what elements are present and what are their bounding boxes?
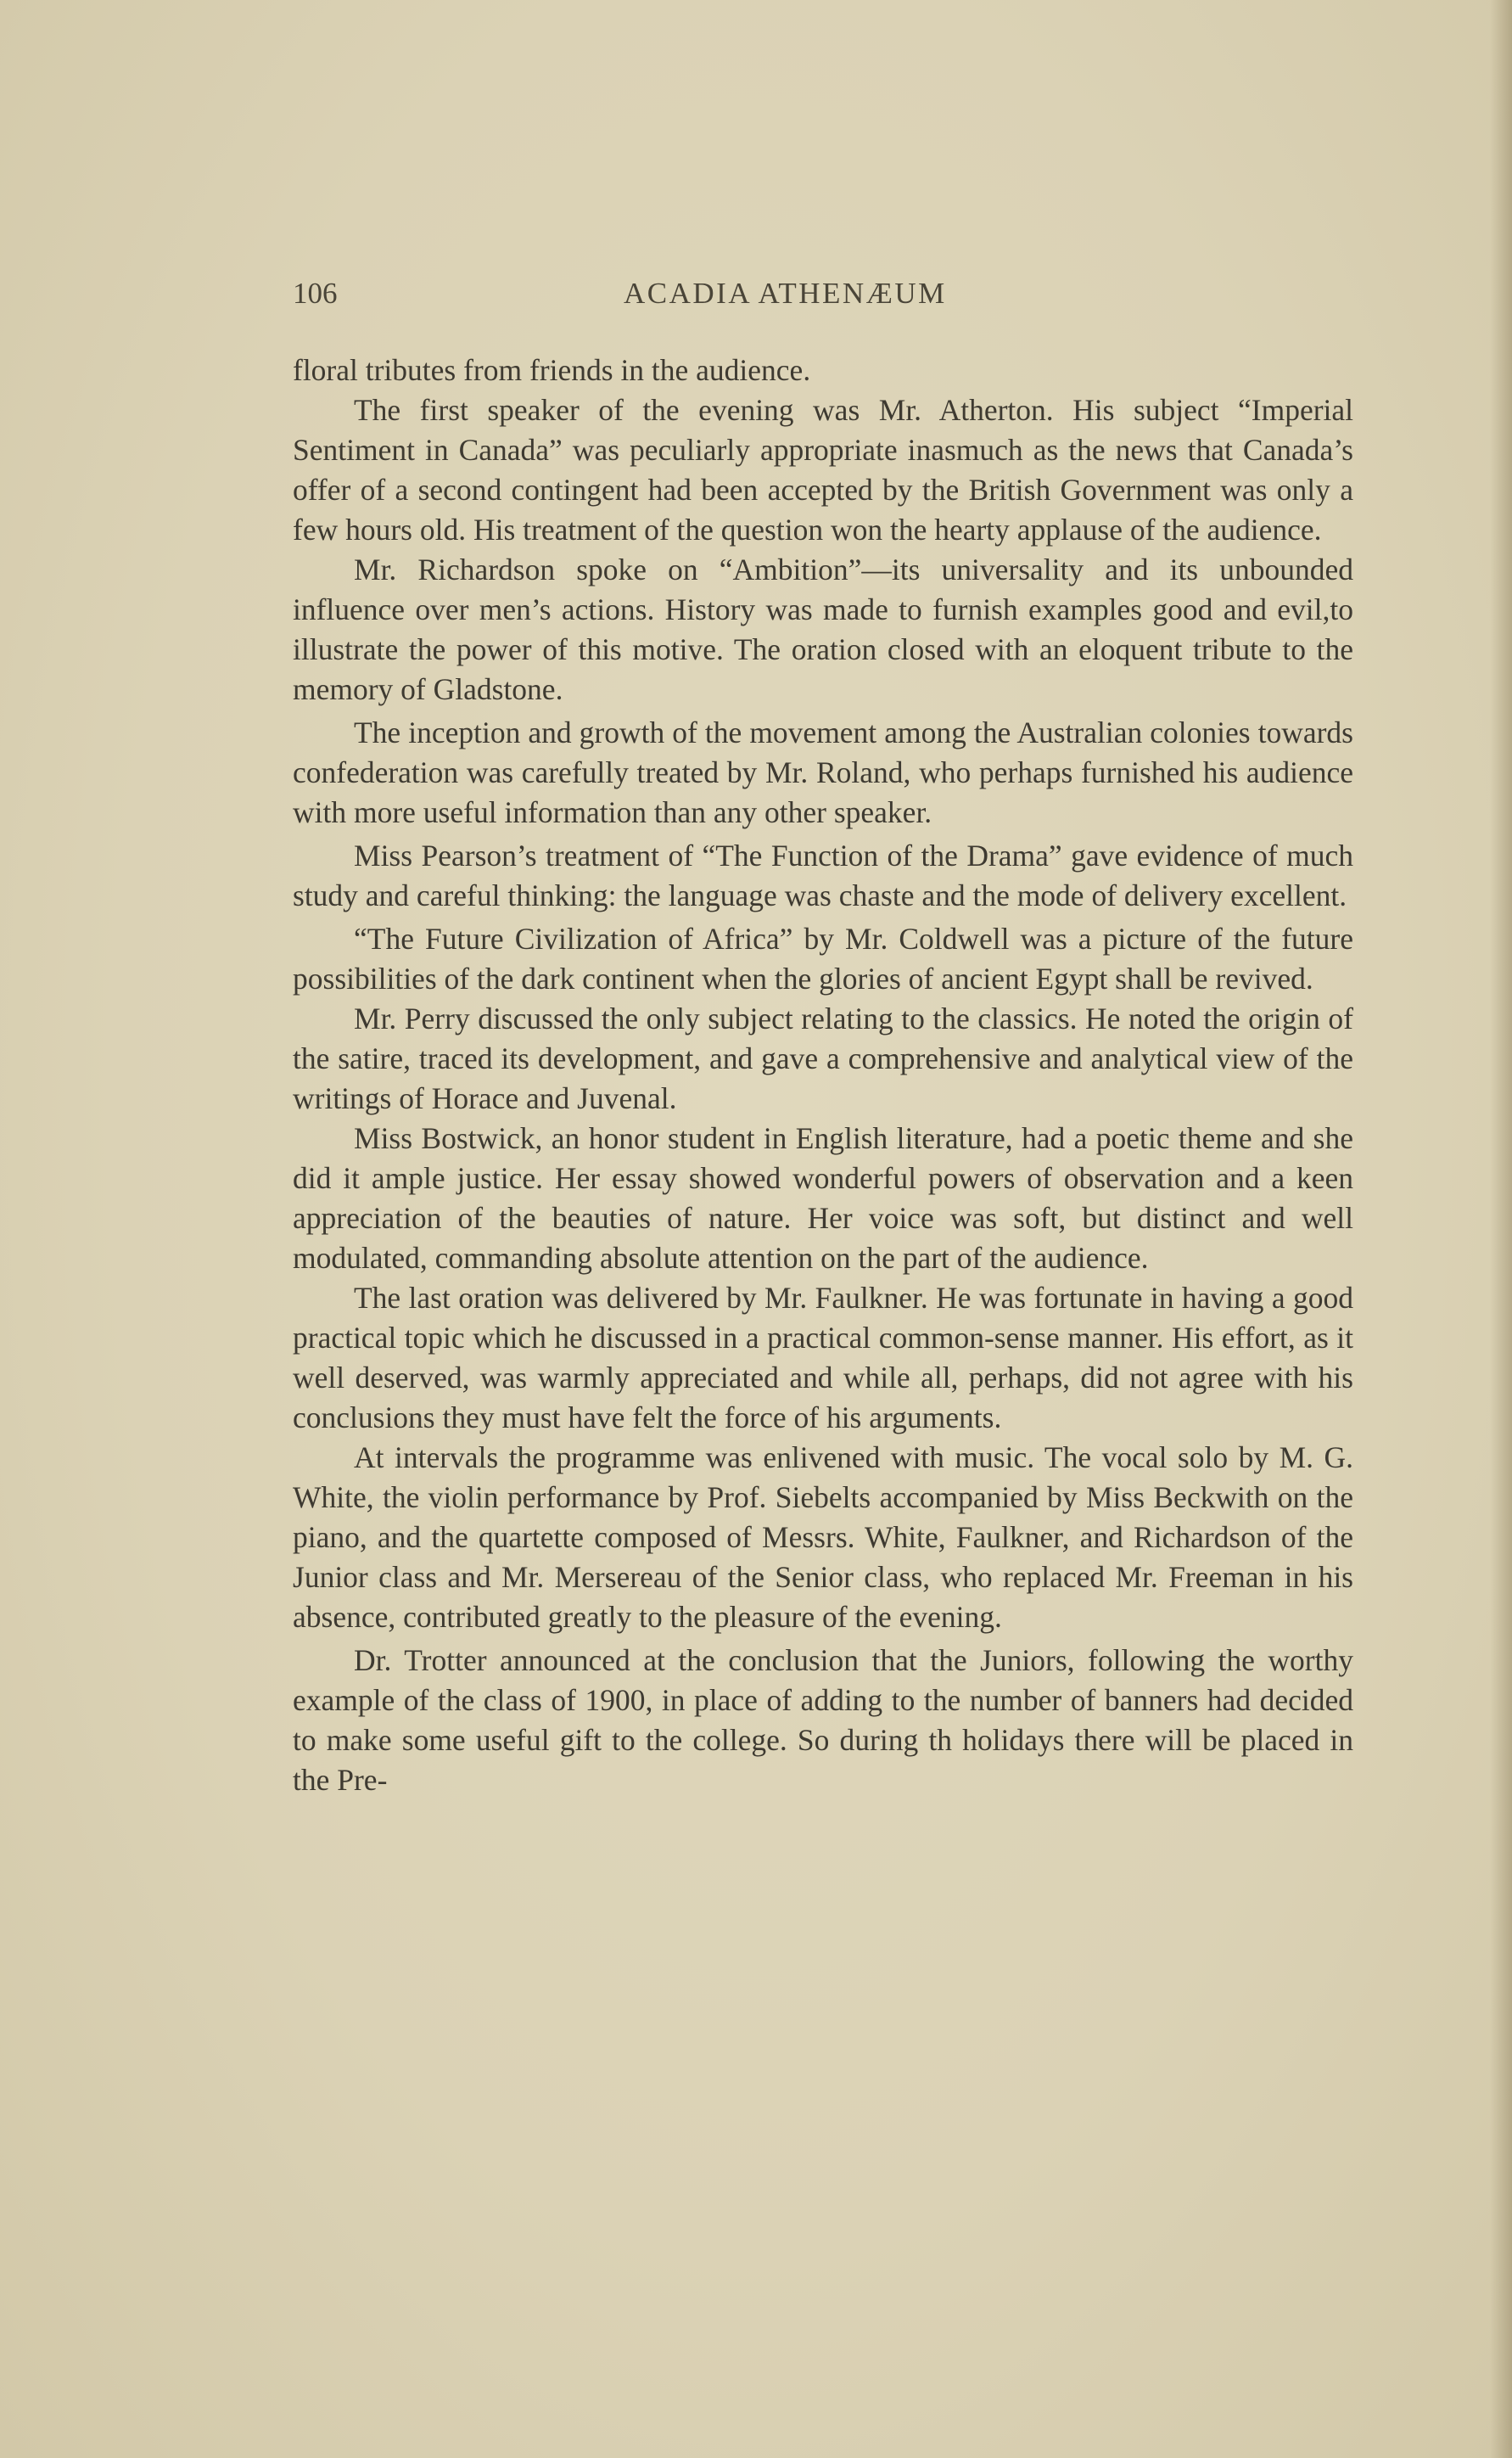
running-title: ACADIA ATHENÆUM [624, 277, 947, 310]
page-header [293, 272, 1366, 323]
page-number: 106 [293, 277, 338, 310]
paragraph-atherton: The first speaker of the evening was Mr. Atherton. His subject “Imperial Sentiment in Canada” was peculiarly appropriate inasmuch as the news that Canada’s offer of a second contingent had been accepted by the British Government was only a few hours old. His treatment of the question won the hearty applause of the audience. [293, 393, 1353, 547]
paragraph-continuation: floral tributes from friends in the audience. [293, 353, 811, 387]
paragraph-bostwick: Miss Bostwick, an honor student in English literature, had a poetic theme and she did it ample justice. Her essay showed wonderful powers of observation and a keen appreciation of the beauties of nature. Her voice was soft, but distinct and well modulated, commanding absolute attention on the part of the audience. [293, 1121, 1353, 1275]
page-edge-shadow [1490, 0, 1512, 2458]
paragraph-coldwell: “The Future Civilization of Africa” by Mr. Coldwell was a picture of the future possibilities of the dark continent when the glories of ancient Egypt shall be revived. [293, 922, 1353, 996]
paragraph-richardson: Mr. Richardson spoke on “Ambition”—its universality and its unbounded influence over men’s actions. History was made to furnish examples good and evil,to illustrate the power of this motive. The oration closed with an eloquent tribute to the memory of Gladstone. [293, 553, 1353, 706]
paragraph-perry: Mr. Perry discussed the only subject relating to the classics. He noted the origin of the satire, traced its development, and gave a comprehensive and analytical view of the writings of Horace and Juvenal. [293, 1002, 1353, 1115]
article-body [293, 351, 1353, 1800]
paragraph-pearson: Miss Pearson’s treatment of “The Function of the Drama” gave evidence of much study and careful thinking: the language was chaste and the mode of delivery excellent. [293, 839, 1353, 912]
paragraph-roland: The inception and growth of the movement among the Australian colonies towards confederation was carefully treated by Mr. Roland, who perhaps furnished his audience with more useful information than any other speaker. [293, 716, 1353, 829]
paragraph-music: At intervals the programme was enlivened with music. The vocal solo by M. G. White, the violin performance by Prof. Siebelts accompanied by Miss Beckwith on the piano, and the quartette composed of Messrs. White, Faulkner, and Richardson of the Junior class and Mr. Mersereau of the Senior class, who replaced Mr. Freeman in his absence, contributed greatly to the pleasure of the evening. [293, 1440, 1353, 1634]
paragraph-trotter: Dr. Trotter announced at the conclusion that the Juniors, following the worthy example of the class of 1900, in place of adding to the number of banners had decided to make some useful gift to the college. So during th holidays there will be placed in the Pre- [293, 1643, 1353, 1797]
paragraph-faulkner: The last oration was delivered by Mr. Faulkner. He was fortunate in having a good practical topic which he discussed in a practical common-sense manner. His effort, as it well deserved, was warmly appreciated and while all, perhaps, did not agree with his conclusions they must have felt the force of his arguments. [293, 1281, 1353, 1434]
